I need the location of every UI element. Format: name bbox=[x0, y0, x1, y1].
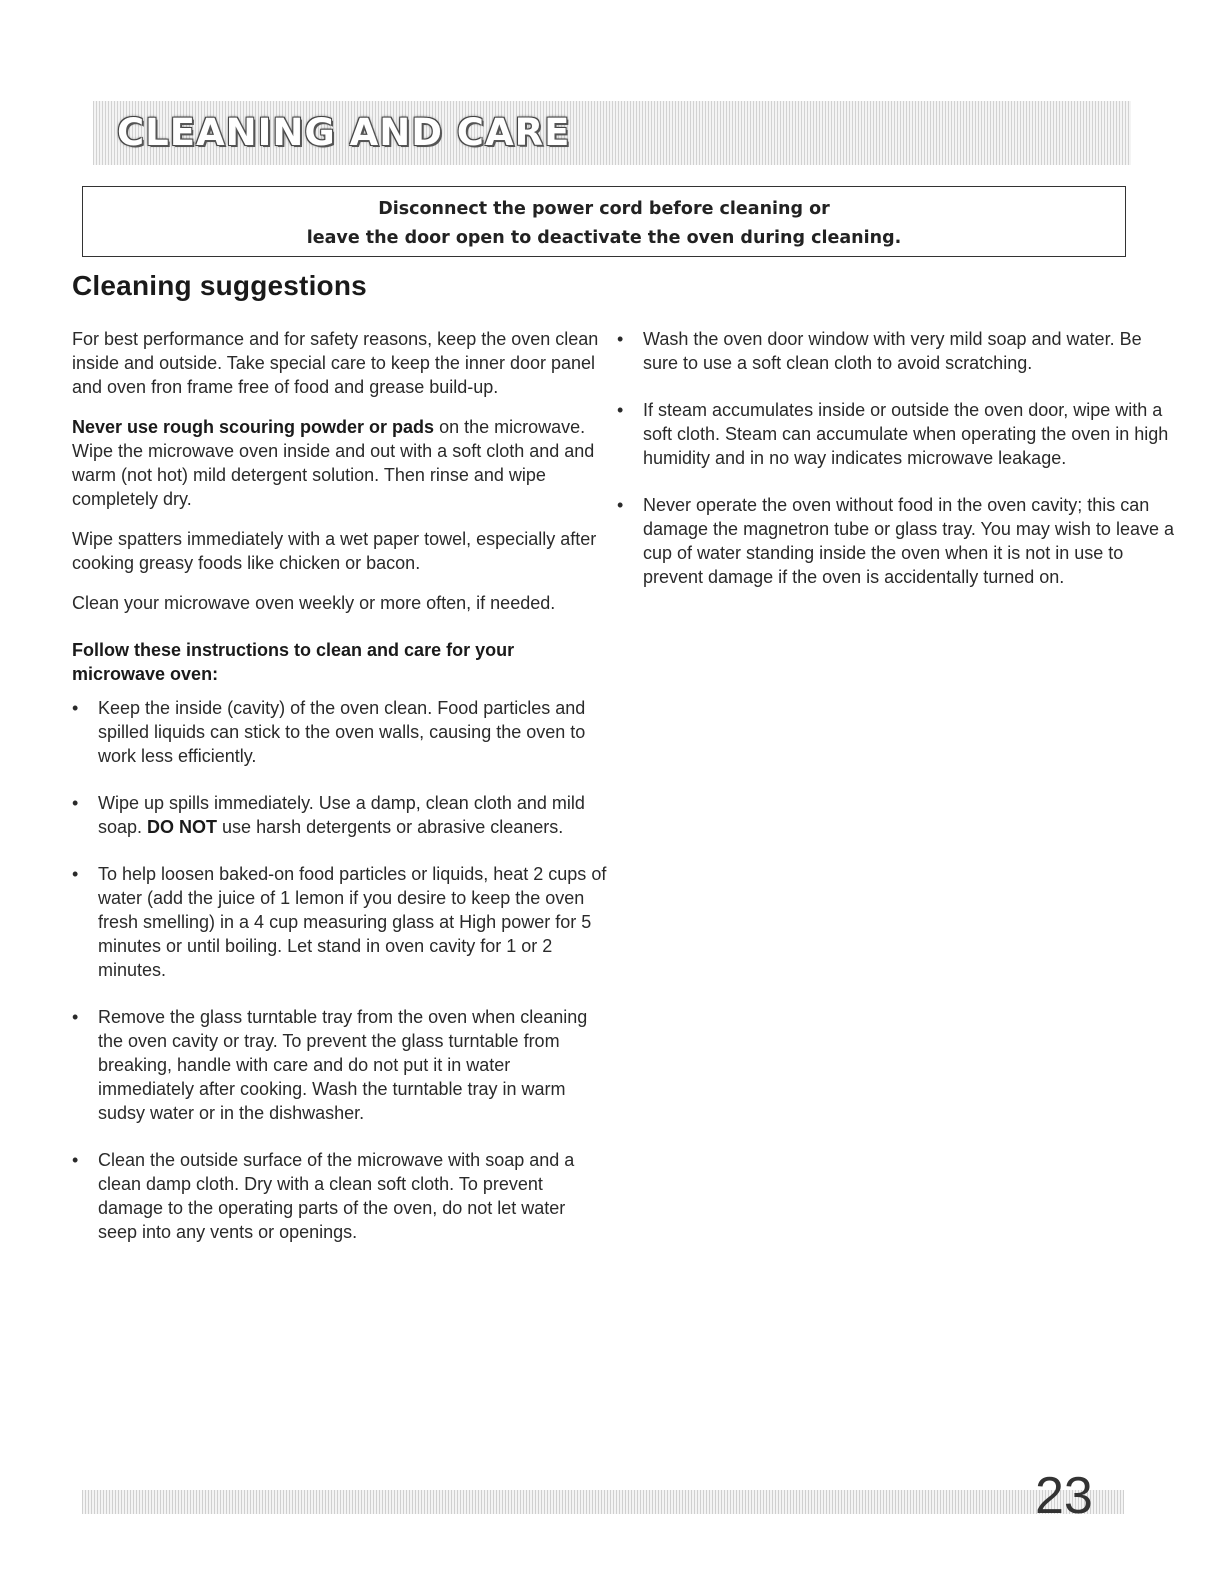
paragraph-weekly: Clean your microwave oven weekly or more often, if needed. bbox=[72, 593, 556, 613]
right-column bbox=[617, 327, 1177, 612]
section-title: Cleaning suggestions bbox=[72, 270, 367, 301]
bullet-icon: • bbox=[72, 698, 79, 718]
list-item: • Remove the glass turntable tray from the oven when cleaning the oven cavity or tray. To prevent the glass turntable from breaking, handle with care and do not put it in water immediately after cooking. Wash the turntable tray in warm sudsy water or in the dishwasher. bbox=[72, 1007, 588, 1123]
instructions-list bbox=[72, 696, 607, 1244]
header-banner bbox=[93, 101, 1131, 165]
list-item: • Clean the outside surface of the microwave with soap and a clean damp cloth. Dry with a clean soft cloth. To prevent damage to the operating parts of the oven, do not let water seep into any vents or openings. bbox=[72, 1150, 575, 1242]
scouring-warning: Never use rough scouring powder or pads bbox=[72, 417, 435, 437]
right-list bbox=[617, 327, 1177, 589]
page-number: 23 bbox=[1035, 1467, 1093, 1525]
paragraph-scouring bbox=[72, 415, 607, 511]
list-item: • Keep the inside (cavity) of the oven clean. Food particles and spilled liquids can stick to the oven walls, causing the oven to work less efficiently. bbox=[72, 698, 586, 766]
bullet-icon: • bbox=[72, 793, 79, 813]
scouring-text: on the microwave. Wipe the microwave oven inside and out with a soft cloth and and warm (not hot) mild detergent solution. Then rinse and wipe completely dry. bbox=[72, 417, 595, 509]
bullet-icon: • bbox=[72, 864, 79, 884]
paragraph-spatters: Wipe spatters immediately with a wet paper towel, especially after cooking greasy foods like chicken or bacon. bbox=[72, 529, 597, 573]
left-column bbox=[72, 327, 607, 1267]
list-item: • Never operate the oven without food in the oven cavity; this can damage the magnetron tube or glass tray. You may wish to leave a cup of water standing inside the oven when it is not in use to prevent damage if the oven is accidentally turned on. bbox=[617, 495, 1174, 587]
list-item: • To help loosen baked-on food particles or liquids, heat 2 cups of water (add the juice of 1 lemon if you desire to keep the oven fresh smelling) in a 4 cup measuring glass at High power for 5 minutes or until boiling. Let stand in oven cavity for 1 or 2 minutes. bbox=[72, 864, 607, 980]
bullet-icon: • bbox=[72, 1007, 79, 1027]
list-item: • Wash the oven door window with very mild soap and water. Be sure to use a soft clean cloth to avoid scratching. bbox=[617, 329, 1142, 373]
warning-line-1: Disconnect the power cord before cleaning or bbox=[378, 199, 830, 219]
page-title: CLEANING AND CARE bbox=[117, 111, 571, 154]
bullet-icon: • bbox=[617, 495, 624, 515]
list-item: • If steam accumulates inside or outside the oven door, wipe with a soft cloth. Steam can accumulate when operating the oven in high humidity and in no way indicates microwave leakage. bbox=[617, 400, 1169, 468]
bullet-icon: • bbox=[617, 329, 624, 349]
do-not-emphasis: DO NOT bbox=[147, 817, 218, 837]
paragraph-intro: For best performance and for safety reasons, keep the oven clean inside and outside. Take special care to keep the inner door panel and oven fron frame free of food and grease build-up. bbox=[72, 329, 599, 397]
footer-bar bbox=[82, 1490, 1124, 1514]
warning-box bbox=[82, 186, 1126, 257]
bullet-icon: • bbox=[617, 400, 624, 420]
bullet-icon: • bbox=[72, 1150, 79, 1170]
instructions-subhead: Follow these instructions to clean and care for your microwave oven: bbox=[72, 640, 515, 684]
warning-line-2: leave the door open to deactivate the oven during cleaning. bbox=[306, 228, 902, 248]
list-item: • Wipe up spills immediately. Use a damp, clean cloth and mild soap. DO NOT use harsh detergents or abrasive cleaners. bbox=[72, 793, 585, 837]
